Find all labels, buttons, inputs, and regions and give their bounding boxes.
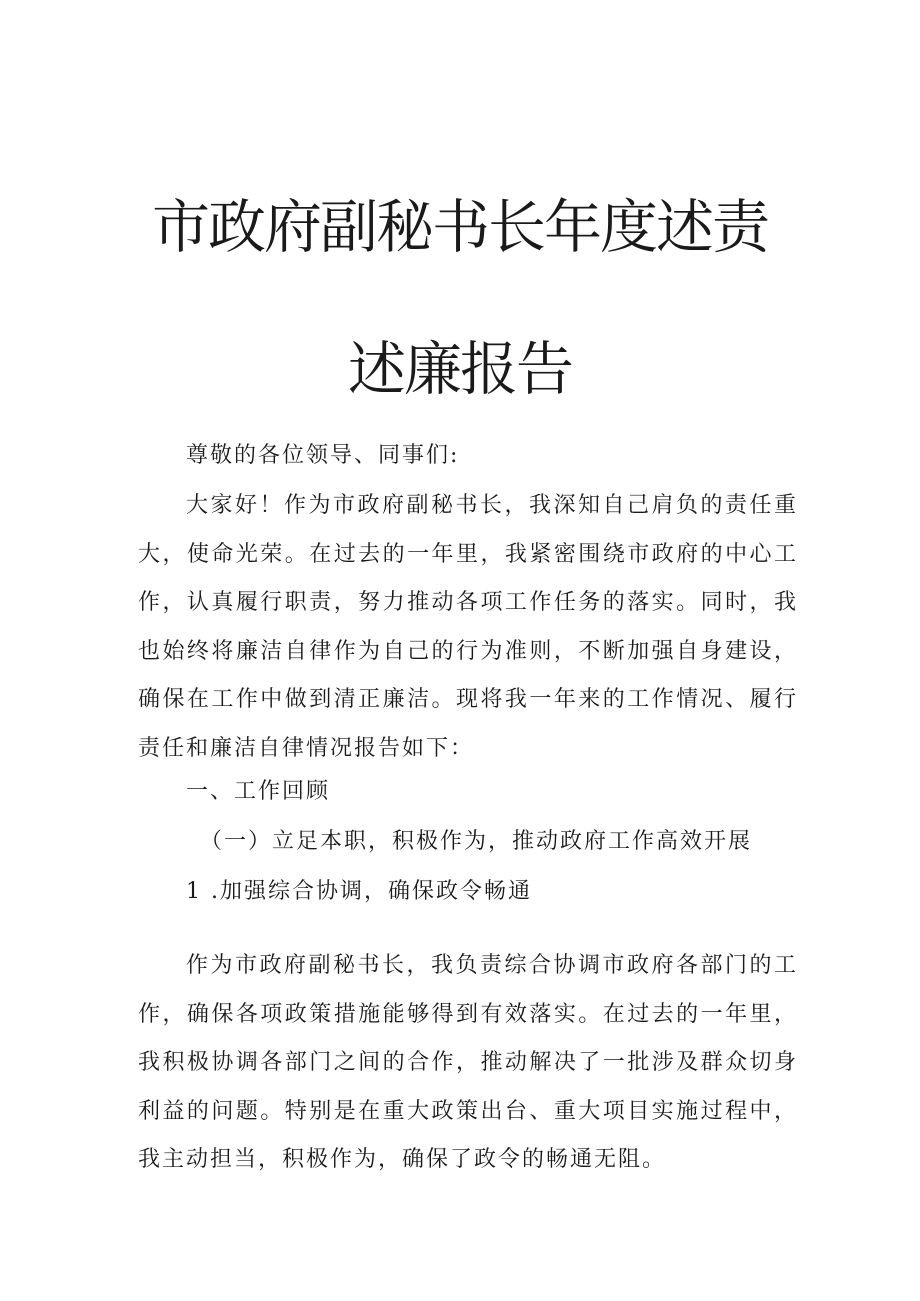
document-title-line2: 述廉报告 [347, 335, 572, 403]
intro-paragraph: 大家好！作为市政府副秘书长，我深知自己肩负的责任重大，使命光荣。在过去的一年里，我紧密围绕市政府的中心工作，认真履行职责，努力推动各项工作任务的落实。同时，我也始终将廉洁自律作为自己的行为准则，不断加强自身建设，确保在工作中做到清正廉洁。现将我一年来的工作情况、履行责任和廉洁自律情况报告如下： [138, 493, 798, 761]
subsection-heading: （一）立足本职，积极作为，推动政府工作高效开展 [200, 829, 753, 854]
document-title-line1: 市政府副秘书长年度述责 [151, 193, 768, 261]
salutation: 尊敬的各位领导、同事们: [186, 443, 460, 468]
item-heading: 1 .加强综合协调，确保政令畅通 [186, 879, 532, 904]
item-paragraph: 作为市政府副秘书长，我负责综合协调市政府各部门的工作，确保各项政策措施能够得到有效落实。在过去的一年里，我积极协调各部门之间的合作，推动解决了一批涉及群众切身利益的问题。特别是在重大政策出台、重大项目实施过程中，我主动担当，积极作为，确保了政令的畅通无阻。 [138, 953, 798, 1172]
section-heading: 一、工作回顾 [186, 779, 331, 804]
